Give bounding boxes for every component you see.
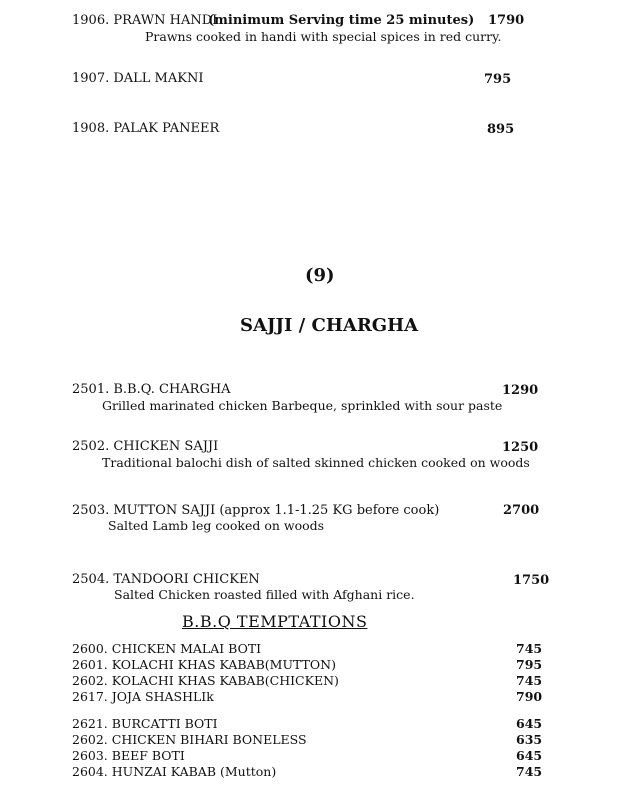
item-name: 1908. PALAK PANEER: [72, 121, 220, 136]
section-title: SAJJI / CHARGHA: [240, 315, 419, 336]
list-item-price: 645: [516, 716, 543, 731]
item-price: 1750: [513, 573, 550, 588]
item-description: Salted Lamb leg cooked on woods: [108, 518, 325, 533]
list-item-price: 790: [516, 689, 543, 704]
item-name: 2502. CHICKEN SAJJI: [72, 439, 219, 454]
list-item-price: 635: [516, 732, 543, 747]
section-number: (9): [305, 265, 335, 286]
item-name: 2504. TANDOORI CHICKEN: [72, 572, 260, 587]
list-item-name: 2604. HUNZAI KABAB (Mutton): [72, 764, 277, 779]
list-item-price: 745: [516, 764, 543, 779]
item-name: 2503. MUTTON SAJJI (approx 1.1-1.25 KG before cook): [72, 503, 440, 518]
list-item-name: 2602. CHICKEN BIHARI BONELESS: [72, 732, 307, 747]
item-name: 2501. B.B.Q. CHARGHA: [72, 382, 231, 397]
list-item-name: 2617. JOJA SHASHLIk: [72, 689, 214, 704]
item-price: 2700: [503, 503, 540, 518]
list-item-price: 745: [516, 641, 543, 656]
item-description: Salted Chicken roasted filled with Afghani rice.: [114, 587, 415, 602]
list-item-name: 2603. BEEF BOTI: [72, 748, 185, 763]
list-item-name: 2601. KOLACHI KHAS KABAB(MUTTON): [72, 657, 336, 672]
list-item-price: 645: [516, 748, 543, 763]
subsection-title: B.B.Q TEMPTATIONS: [182, 612, 368, 631]
item-price: 895: [487, 122, 515, 137]
item-price: 1250: [502, 440, 539, 455]
item-description: Prawns cooked in handi with special spices in red curry.: [145, 29, 502, 44]
list-item-name: 2621. BURCATTI BOTI: [72, 716, 218, 731]
item-price: 1790: [488, 13, 525, 28]
list-item-price: 795: [516, 657, 543, 672]
list-item-price: 745: [516, 673, 543, 688]
list-item-name: 2600. CHICKEN MALAI BOTI: [72, 641, 262, 656]
item-description: Grilled marinated chicken Barbeque, sprinkled with sour paste: [102, 398, 503, 413]
item-note: (minimum Serving time 25 minutes): [208, 13, 475, 28]
list-item-name: 2602. KOLACHI KHAS KABAB(CHICKEN): [72, 673, 339, 688]
item-name: 1906. PRAWN HANDI: [72, 13, 218, 28]
item-price: 795: [484, 72, 512, 87]
item-name: 1907. DALL MAKNI: [72, 71, 204, 86]
item-price: 1290: [502, 383, 539, 398]
item-description: Traditional balochi dish of salted skinned chicken cooked on woods: [102, 455, 530, 470]
